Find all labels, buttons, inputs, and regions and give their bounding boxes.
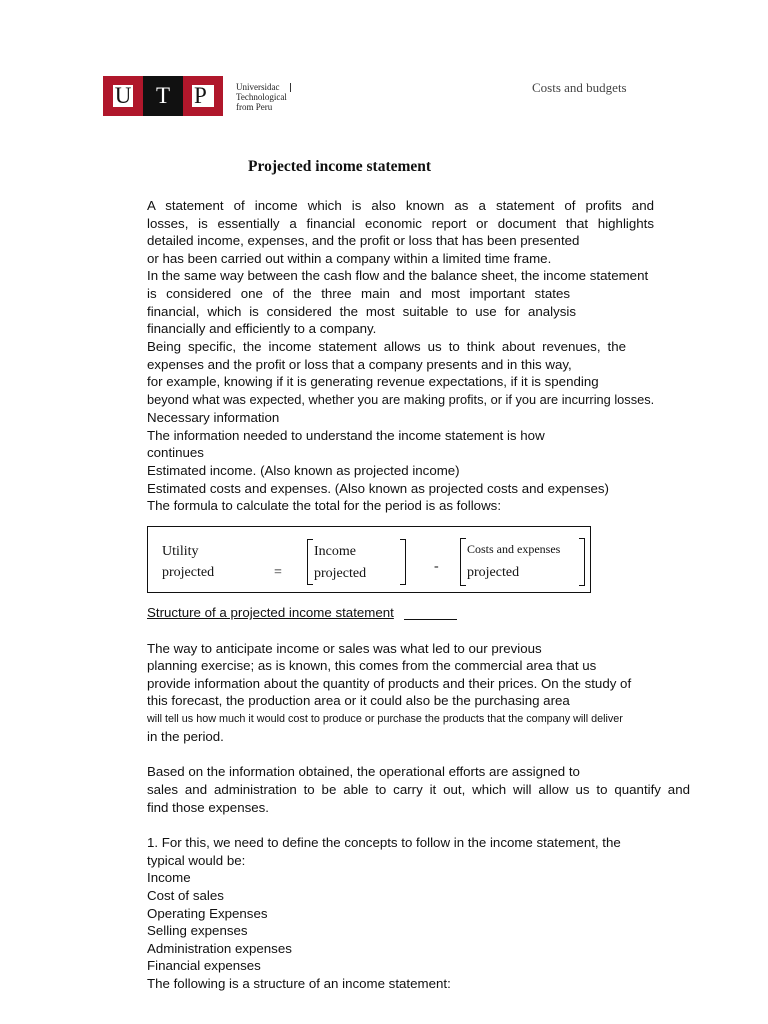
text-line: sales and administration to be able to carry it out, which will allow us to quantify and — [147, 782, 690, 797]
text-line: The following is a structure of an income statement: — [147, 976, 451, 991]
text-line: The way to anticipate income or sales was what led to our previous — [147, 641, 542, 656]
logo-u-block — [103, 76, 143, 116]
list-item: Cost of sales — [147, 888, 224, 903]
formula-costs-label: Costs and expenses — [467, 542, 561, 556]
text-line: Estimated income. (Also known as projected income) — [147, 463, 460, 478]
heading-underline — [404, 619, 457, 620]
formula-utility-label: projected — [162, 565, 215, 580]
formula-right-bracket — [400, 539, 406, 585]
text-line: continues — [147, 445, 204, 460]
university-name — [236, 82, 287, 112]
text-line: this forecast, the production area or it could also be the purchasing area — [147, 693, 570, 708]
logo-t-block — [143, 76, 183, 116]
formula-minus-sign: - — [434, 559, 439, 574]
text-line: Based on the information obtained, the operational efforts are assigned to — [147, 764, 580, 779]
text-line: expenses and the profit or loss that a company presents and in this way, — [147, 357, 572, 372]
university-line: Technological — [236, 92, 287, 102]
formula-costs-label: projected — [467, 565, 520, 580]
text-line: The information needed to understand the income statement is how — [147, 428, 545, 443]
text-line: is considered one of the three main and most important states — [147, 286, 570, 301]
formula-equals-sign: = — [274, 565, 282, 580]
course-name: Costs and budgets — [532, 80, 627, 95]
formula-box — [147, 526, 591, 593]
logo-letter-u: U — [114, 83, 132, 108]
text-line: Estimated costs and expenses. (Also known as projected costs and expenses) — [147, 481, 609, 496]
list-item: Financial expenses — [147, 958, 261, 973]
text-line: find those expenses. — [147, 800, 269, 815]
text-line: or has been carried out within a company within a limited time frame. — [147, 251, 552, 266]
text-line: In the same way between the cash flow and the balance sheet, the income statement — [147, 268, 649, 283]
formula-right-bracket — [579, 538, 585, 586]
text-line: provide information about the quantity of products and their prices. On the study of — [147, 676, 632, 691]
logo-letter-p: P — [192, 85, 214, 107]
section-heading: Structure of a projected income statement — [147, 605, 394, 620]
list-item: Income — [147, 870, 191, 885]
page-title: Projected income statement — [248, 158, 432, 175]
formula-income-label: projected — [314, 566, 367, 581]
text-line: beyond what was expected, whether you are making profits, or if you are incurring losses. — [147, 392, 655, 407]
list-item: Administration expenses — [147, 941, 292, 956]
formula-left-bracket — [460, 538, 466, 586]
text-line: losses, is essentially a financial economic report or document that highlights — [147, 216, 654, 231]
text-line: 1. For this, we need to define the concepts to follow in the income statement, the — [147, 835, 621, 850]
text-line: typical would be: — [147, 853, 246, 868]
text-line: Necessary information — [147, 410, 280, 425]
formula-income-label: Income — [314, 544, 356, 559]
text-line: A statement of income which is also known as a statement of profits and — [147, 198, 654, 213]
university-line: Universidac — [236, 82, 280, 92]
text-line: financially and efficiently to a company. — [147, 321, 377, 336]
list-item: Selling expenses — [147, 923, 248, 938]
text-line: detailed income, expenses, and the profit or loss that has been presented — [147, 233, 580, 248]
formula-left-bracket — [307, 539, 313, 585]
formula-utility-label: Utility — [162, 544, 199, 559]
utp-logo — [103, 76, 223, 116]
logo-letter-t: T — [155, 83, 171, 108]
list-item: Operating Expenses — [147, 906, 268, 921]
header-divider — [290, 83, 291, 92]
text-line: for example, knowing if it is generating revenue expectations, if it is spending — [147, 374, 599, 389]
text-line: financial, which is considered the most suitable to use for analysis — [147, 304, 576, 319]
text-line: The formula to calculate the total for the period is as follows: — [147, 498, 502, 513]
text-line: planning exercise; as is known, this comes from the commercial area that us — [147, 658, 597, 673]
logo-p-block — [183, 76, 223, 116]
university-line: from Peru — [236, 102, 273, 112]
text-line: in the period. — [147, 729, 224, 744]
text-line: Being specific, the income statement allows us to think about revenues, the — [147, 339, 626, 354]
text-line: will tell us how much it would cost to produce or purchase the products that the company will deliver — [147, 713, 623, 725]
